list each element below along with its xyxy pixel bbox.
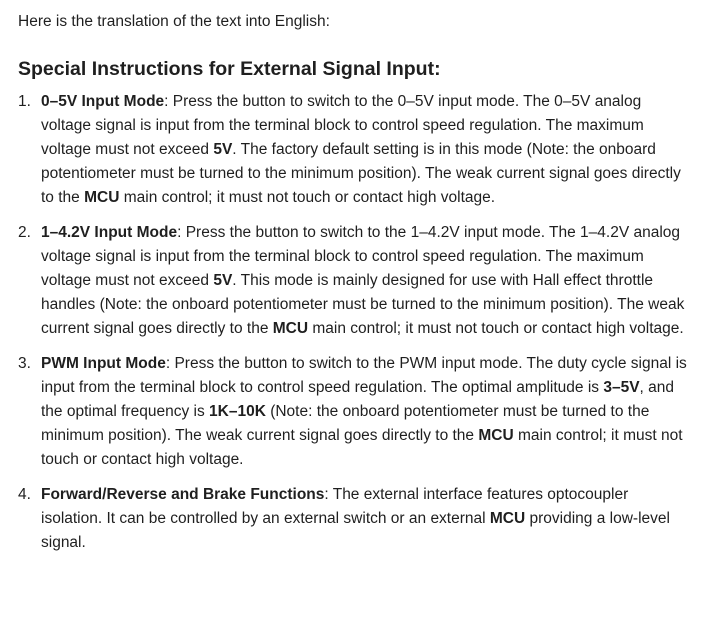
bold-value: 5V — [213, 141, 233, 158]
list-item — [18, 221, 691, 341]
text-span: providing a low-level signal. — [41, 510, 670, 551]
mode-title: Forward/Reverse and Brake Functions — [41, 486, 325, 503]
mode-title: PWM Input Mode — [41, 355, 166, 372]
list-item-text — [41, 93, 681, 206]
bold-value: 1K–10K — [209, 403, 266, 420]
bold-value: MCU — [489, 510, 526, 527]
bold-value: MCU — [478, 427, 514, 444]
list-item-text — [41, 486, 670, 551]
text-span: . The factory default setting is in this mode (Note: the onboard potentiometer must be turned to the minimum position). The weak current signal goes directly to the — [41, 141, 681, 206]
text-span: main control; it must not touch or contact high voltage. — [119, 189, 496, 206]
text-span: : The external interface features optocoupler isolation. It can be controlled by an external switch or an external — [41, 486, 629, 527]
intro-text: Here is the translation of the text into English: — [18, 13, 330, 30]
bold-value: 5V — [213, 272, 233, 289]
mode-title: 0–5V Input Mode — [41, 93, 165, 110]
text-span: : Press the button to switch to the PWM input mode. The duty cycle signal is input from the terminal block to control speed regulation. The optimal amplitude is — [41, 355, 687, 396]
list-item-number: 2. — [18, 224, 31, 241]
text-span: , and the optimal frequency is — [41, 379, 675, 420]
text-span: main control; it must not touch or contact high voltage. — [308, 320, 684, 337]
list-item — [18, 483, 691, 555]
list-item-number: 1. — [18, 93, 31, 110]
list-item-number: 3. — [18, 355, 31, 372]
bold-value: MCU — [272, 320, 309, 337]
instruction-list — [18, 90, 691, 555]
text-span: : Press the button to switch to the 1–4.2V input mode. The 1–4.2V analog voltage signal is input from the terminal block to control speed regulation. The maximum voltage must not exceed — [41, 224, 681, 289]
mode-title: 1–4.2V Input Mode — [41, 224, 178, 241]
text-span: (Note: the onboard potentiometer must be turned to the minimum position). The weak current signal goes directly to the — [41, 403, 650, 444]
section-heading: Special Instructions for External Signal Input: — [18, 58, 441, 80]
bold-value: 3–5V — [603, 379, 640, 396]
text-span: . This mode is mainly designed for use with Hall effect throttle handles (Note: the onboard potentiometer must be turned to the minimum position). The weak current signal goes directly to the — [41, 272, 685, 337]
list-item-number: 4. — [18, 486, 31, 503]
list-item — [18, 352, 691, 472]
text-span: main control; it must not touch or contact high voltage. — [41, 427, 683, 468]
list-item — [18, 90, 691, 210]
bold-value: MCU — [84, 189, 120, 206]
text-span: : Press the button to switch to the 0–5V input mode. The 0–5V analog voltage signal is input from the terminal block to control speed regulation. The maximum voltage must not exceed — [41, 93, 644, 158]
list-item-text — [41, 224, 684, 337]
list-item-text — [41, 355, 687, 468]
